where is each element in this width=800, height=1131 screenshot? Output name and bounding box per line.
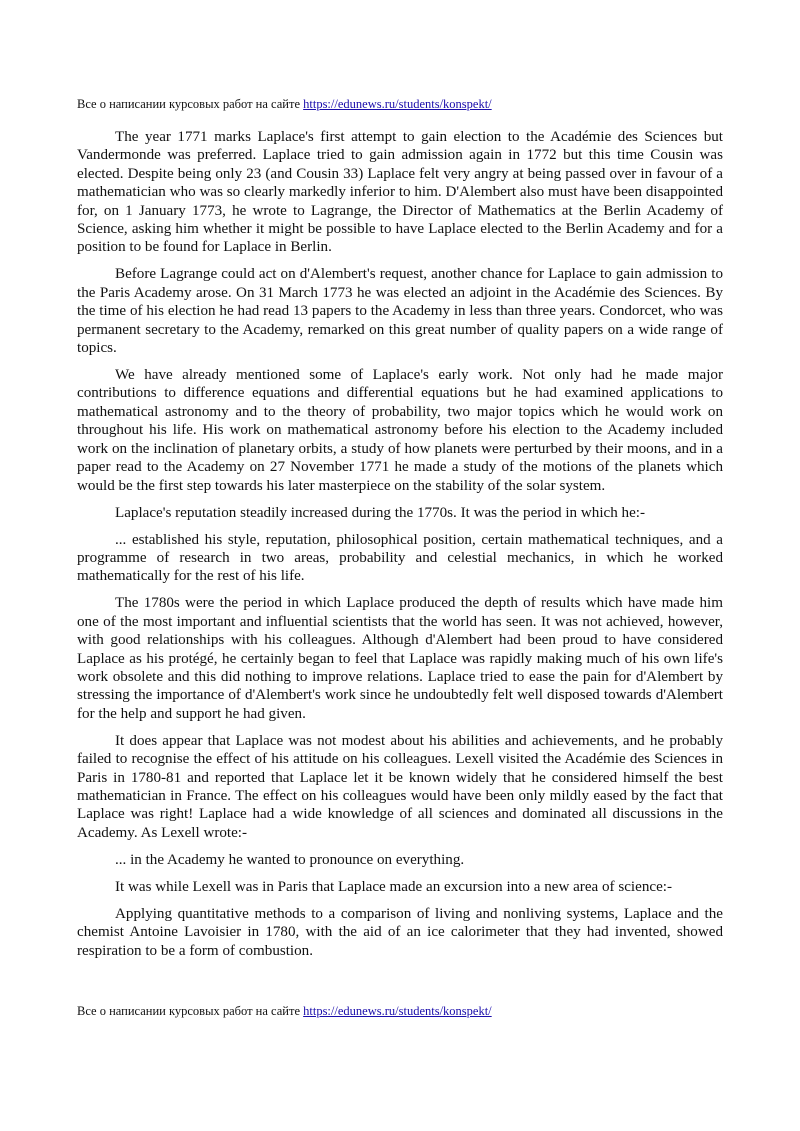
paragraph: Laplace's reputation steadily increased during the 1770s. It was the period in which he:- [115,504,645,521]
quote-paragraph: Applying quantitative methods to a comparison of living and nonliving systems, Laplace and the chemist Antoine Lavoisier in 1780, with the aid of an ice calorimeter that they had invented, showed respiration to be a form of combustion. [77,905,723,959]
quote-paragraph: ... established his style, reputation, philosophical position, certain mathematical techniques, and a programme of research in two areas, probability and celestial mechanics, in which he worked mathematically for the rest of his life. [77,531,723,585]
paragraph: Before Lagrange could act on d'Alembert's request, another chance for Laplace to gain admission to the Paris Academy arose. On 31 March 1773 he was elected an adjoint in the Académie des Sciences. By the time of his election he had read 13 papers to the Academy in less than three years. Condorcet, who was permanent secretary to the Academy, remarked on this great number of quality papers on a wide range of topics. [77,266,723,357]
footer-link[interactable]: https://edunews.ru/students/konspekt/ [303,1004,492,1018]
paragraph: We have already mentioned some of Laplace's early work. Not only had he made major contributions to difference equations and differential equations but he had examined applications to mathematical astronomy and to the theory of probability, two major topics which he would work on throughout his life. His work on mathematical astronomy before his election to the Academy included work on the inclination of planetary orbits, a study of how planets were perturbed by their moons, and in a paper read to the Academy on 27 November 1771 he made a study of the motions of the planets which would be the first step towards his later masterpiece on the stability of the solar system. [77,367,723,494]
page-footer [77,1004,492,1019]
quote-paragraph: ... in the Academy he wanted to pronounce on everything. [115,851,465,868]
paragraph: It does appear that Laplace was not modest about his abilities and achievements, and he probably failed to recognise the effect of his attitude on his colleagues. Lexell visited the Académie des Sciences in Paris in 1780-81 and reported that Laplace let it be known widely that he considered himself the best mathematician in France. The effect on his colleagues would have been only mildly eased by the fact that Laplace was right! Laplace had a wide knowledge of all sciences and dominated all discussions in the Academy. As Lexell wrote:- [77,732,723,841]
header-text: Все о написании курсовых работ на сайте [77,97,304,111]
header-link[interactable]: https://edunews.ru/students/konspekt/ [303,97,492,111]
document-body [77,128,723,969]
paragraph: The 1780s were the period in which Laplace produced the depth of results which have made him one of the most important and influential scientists that the world has seen. It was not achieved, however, with good relationships with his colleagues. Although d'Alembert had been proud to have considered Laplace as his protégé, he certainly began to feel that Laplace was rapidly making much of his own life's work obsolete and this did nothing to improve relations. Laplace tried to ease the pain for d'Alembert by stressing the importance of d'Alembert's work since he undoubtedly felt well disposed towards d'Alembert for the help and support he had given. [77,595,723,722]
page-header [77,97,492,112]
paragraph: The year 1771 marks Laplace's first attempt to gain election to the Académie des Sciences but Vandermonde was preferred. Laplace tried to gain admission again in 1772 but this time Cousin was elected. Despite being only 23 (and Cousin 33) Laplace felt very angry at being passed over in favour of a mathematician who was so clearly markedly inferior to him. D'Alembert also must have been disappointed for, on 1 January 1773, he wrote to Lagrange, the Director of Mathematics at the Berlin Academy of Science, asking him whether it might be possible to have Laplace elected to the Berlin Academy and for a position to be found for Laplace in Berlin. [77,129,723,256]
footer-text: Все о написании курсовых работ на сайте [77,1004,304,1018]
paragraph: It was while Lexell was in Paris that Laplace made an excursion into a new area of science:- [115,878,672,895]
